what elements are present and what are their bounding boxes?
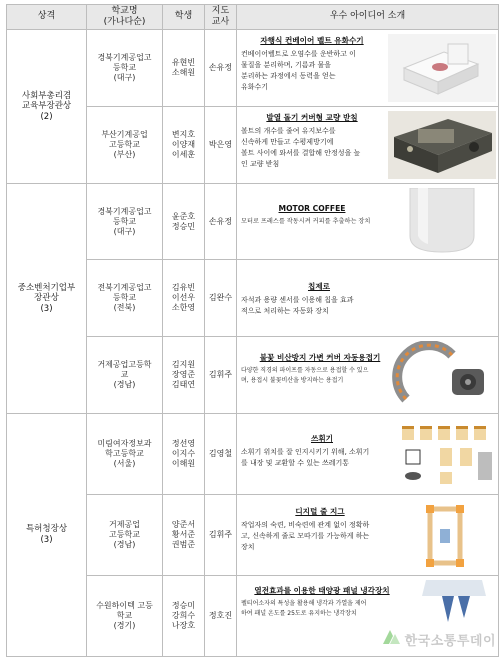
teacher-cell: 손유정 [205,184,237,260]
idea-title: 불꽃 비산방지 가변 커버 자동용접기 [259,353,381,362]
idea-cell [237,414,499,495]
idea-title: 자행식 컨베이어 벨트 유화수기 [260,36,364,45]
idea-cell [237,184,499,260]
idea-description: 소휘기 위치를 잘 인지시키기 위해, 소휘기 를 내장 및 교환할 수 있는 쓰레기통 [241,448,370,468]
idea-cell [237,260,499,337]
school-cell: 거제공업 고등학교 (경남) [87,495,163,576]
teacher-cell: 손유정 [205,30,237,107]
idea-title: 열전효과를 이용한 태양광 패널 냉각장치 [254,586,390,595]
idea-description: 자석과 용량 센서를 이용해 칩을 효과 적으로 처리하는 자동화 장치 [241,296,354,316]
students-cell: 정승미 강희수 나장호 [163,576,205,657]
students-cell: 변지호 이양재 이세훈 [163,107,205,184]
table-row [7,30,499,107]
watermark [381,628,496,650]
idea-description: 컨베이어벨트로 오염수를 운반하고 이 물질을 분리하며, 기름과 물을 분리하는 과정에서 동력을 얻는 유화수기 [241,50,356,92]
idea-title: 쓰휘기 [310,434,333,443]
watermark-text: 한국소통투데이 [404,633,496,649]
idea-description: 볼트의 개수를 줄여 유지보수를 신속하게 만들고 수평제방기에 볼트 사이에 와셔를 결합해 안정성을 높 인 교량 받침 [241,127,361,169]
idea-cell [237,337,499,414]
product-image-motor-coffee [388,188,496,255]
students-cell: 김유빈 이선우 소한영 [163,260,205,337]
school-cell: 거제공업고등학 교 (경남) [87,337,163,414]
teacher-cell: 김영철 [205,414,237,495]
award-table [6,4,499,657]
teacher-cell: 정호진 [205,576,237,657]
students-cell: 정선영 이지수 이해원 [163,414,205,495]
idea-title: 발열 돌기 커버형 교량 받침 [266,113,358,122]
header-award: 상격 [7,5,87,30]
students-cell: 윤준호 정승민 [163,184,205,260]
idea-description: 펠티어소자의 특성을 활용해 냉각과 가열을 제어 하여 패널 온도를 25도로 유지하는 냉각장치 [241,600,367,617]
table-row [7,414,499,495]
header-row [7,5,499,30]
product-image-oil-separator [388,34,496,102]
header-students: 학생 [163,5,205,30]
idea-title: MOTOR COFFEE [278,204,346,213]
idea-description: 모터로 프레스를 작동시켜 커피를 추출하는 장치 [241,218,371,226]
teacher-cell: 박은영 [205,107,237,184]
header-school: 학교명 (가나다순) [87,5,163,30]
idea-title: 디지털 줄 지그 [295,507,345,516]
header-teacher: 지도 교사 [205,5,237,30]
idea-description: 작업자의 숙련, 비숙련에 관계 없이 정확하 고, 신속하게 줄로 모따기를 가능하게 하는 장치 [241,521,370,552]
product-image-file-jig [404,499,496,571]
table-row [7,184,499,260]
product-image-trash-can [396,418,496,490]
product-image-welder [392,341,496,409]
school-cell: 전북기계공업고 등학교 (전북) [87,260,163,337]
watermark-logo-icon [381,628,401,650]
school-cell: 수원하이텍 고등 학교 (경기) [87,576,163,657]
idea-cell [237,495,499,576]
product-image-bridge-bearing [388,111,496,179]
school-cell: 경북기계공업고 등학교 (대구) [87,30,163,107]
school-cell: 부산기계공업 고등학교 (부산) [87,107,163,184]
award-cell-minister-sme: 중소벤처기업부 장관상 (3) [7,184,87,414]
students-cell: 유현빈 소해원 [163,30,205,107]
header-idea: 우수 아이디어 소개 [237,5,499,30]
school-cell: 미림여자정보과 학고등학교 (서울) [87,414,163,495]
award-cell-minister-education: 사회부총리겸 교육부장관상 (2) [7,30,87,184]
award-cell-patent-office: 특허청장상 (3) [7,414,87,657]
idea-title: 칩제로 [307,282,330,291]
idea-cell [237,30,499,107]
students-cell: 김지원 장영준 김태연 [163,337,205,414]
students-cell: 양준서 황서준 권범준 [163,495,205,576]
teacher-cell: 김휘주 [205,495,237,576]
idea-cell [237,107,499,184]
teacher-cell: 김완수 [205,260,237,337]
idea-description: 다양한 직경의 파이프를 자동으로 용접할 수 있으 며, 용접시 불꽃비산을 방지하는 용접기 [241,367,369,384]
school-cell: 경북기계공업고 등학교 (대구) [87,184,163,260]
teacher-cell: 김휘주 [205,337,237,414]
